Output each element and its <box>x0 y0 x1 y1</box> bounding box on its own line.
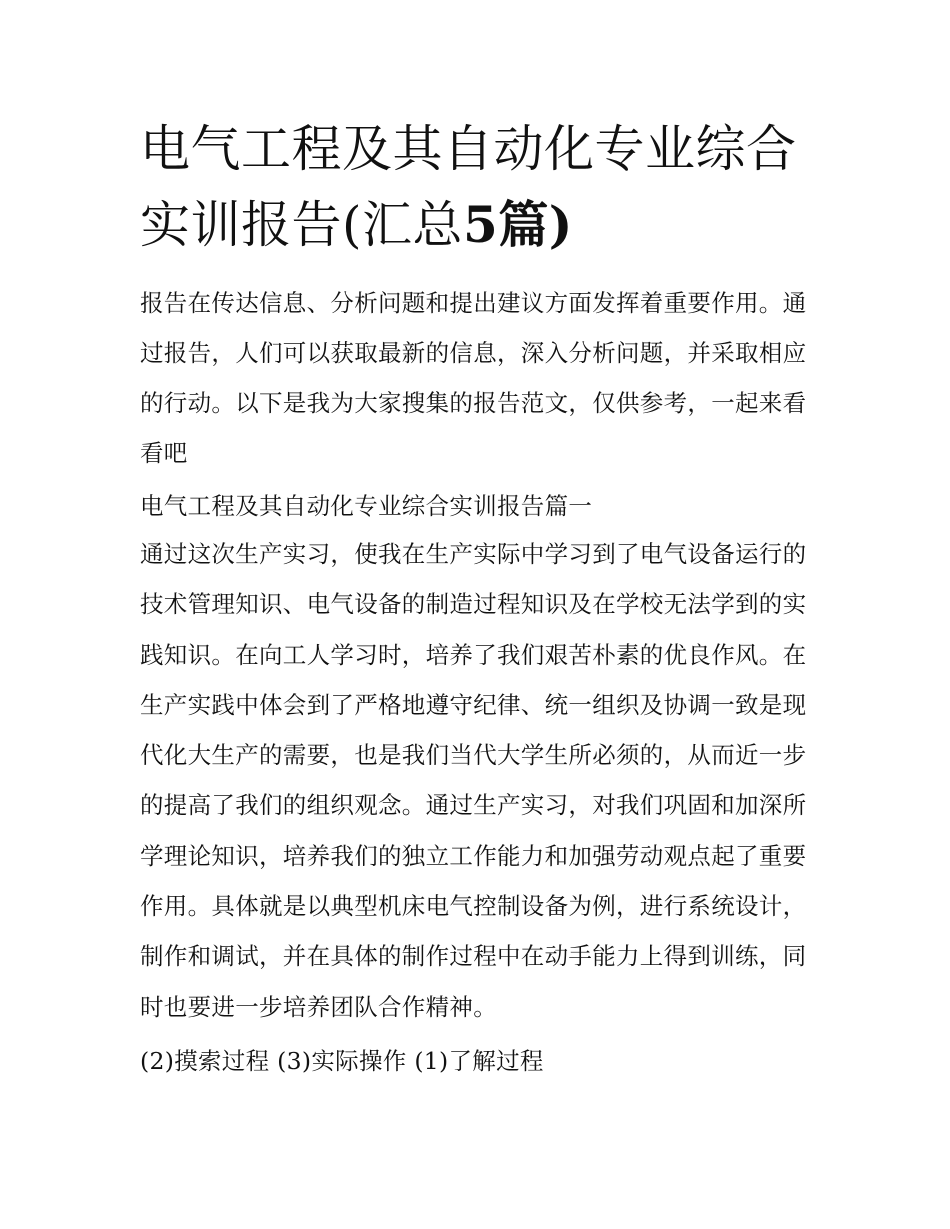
body-paragraph: 通过这次生产实习，使我在生产实际中学习到了电气设备运行的技术管理知识、电气设备的制造过程知识及在学校无法学到的实践知识。在向工人学习时，培养了我们艰苦朴素的优良作风。在生产实践中体会到了严格地遵守纪律、统一组织及协调一致是现代化大生产的需要，也是我们当代大学生所必须的，从而近一步的提高了我们的组织观念。通过生产实习，对我们巩固和加深所学理论知识，培养我们的独立工作能力和加强劳动观点起了重要作用。具体就是以典型机床电气控制设备为例，进行系统设计，制作和调试，并在具体的制作过程中在动手能力上得到训练，同时也要进一步培养团队合作精神。 <box>140 540 807 1021</box>
document-title <box>140 111 820 263</box>
section-heading: 电气工程及其自动化专业综合实训报告篇一 <box>140 492 593 520</box>
intro-paragraph: 报告在传达信息、分析问题和提出建议方面发挥着重要作用。通过报告，人们可以获取最新的信息，深入分析问题，并采取相应的行动。以下是我为大家搜集的报告范文，仅供参考，一起来看看吧 <box>140 289 807 467</box>
process-list-line: (2)摸索过程 (3)实际操作 (1)了解过程 <box>140 1047 544 1075</box>
title-tail-text: 篇) <box>498 195 573 254</box>
title-main-text: 电气工程及其自动化专业综合实训报告(汇总 <box>140 120 797 254</box>
title-number: 5 <box>463 195 499 254</box>
